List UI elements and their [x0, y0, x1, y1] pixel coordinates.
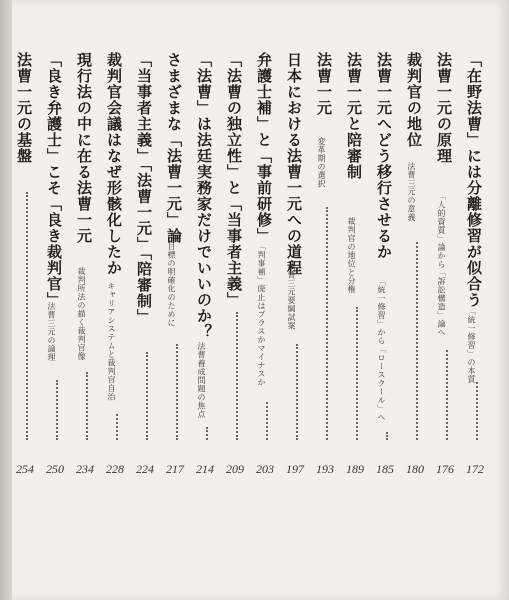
toc-entry-subtitle: 目標の明確化のために [167, 242, 176, 327]
toc-page-number: 228 [106, 462, 124, 476]
toc-entry [405, 52, 429, 442]
leader-dots [26, 192, 28, 440]
toc-page-number: 224 [136, 462, 154, 476]
toc-entry-title: 「良き弁護士」こそ「良き裁判官」 [45, 52, 63, 308]
toc-entry-title: 裁判官会議はなぜ形骸化したか [105, 52, 123, 276]
leader-dots [446, 350, 448, 440]
leader-dots [176, 344, 178, 440]
toc-entry-title: 「法曹」は法廷実務家だけでいいのか？ [195, 52, 213, 340]
toc-entry [465, 52, 489, 442]
toc-entry [75, 52, 99, 442]
toc-entry-subtitle: 「統一修習」から「ロースクール」へ [377, 277, 386, 422]
toc-page-number: 217 [166, 462, 184, 476]
toc-entry-subtitle: 法曹三元要綱試案 [287, 262, 296, 330]
toc-entry [105, 52, 129, 442]
leader-dots [296, 344, 298, 440]
toc-page-number: 180 [406, 462, 424, 476]
toc-page-number: 185 [376, 462, 394, 476]
toc-entry [165, 52, 189, 442]
toc-page-number: 214 [196, 462, 214, 476]
toc-entry [225, 52, 249, 442]
leader-dots [146, 352, 148, 440]
toc-entry-subtitle: 法曹三元の意義 [407, 162, 416, 222]
toc-entry [195, 52, 219, 442]
toc-page-number: 209 [226, 462, 244, 476]
toc-entry-subtitle: 法曹養成問題の焦点 [197, 342, 206, 419]
leader-dots [86, 372, 88, 440]
toc-page-number: 193 [316, 462, 334, 476]
toc-page-number: 197 [286, 462, 304, 476]
toc-page-number: 176 [436, 462, 454, 476]
toc-page-number: 254 [16, 462, 34, 476]
toc-entry-title: 「在野法曹」には分離修習が似合う [465, 52, 483, 308]
toc-entry-subtitle: キャリアシステムと裁判官自治 [107, 282, 116, 401]
toc-entry-title: 法曹一元へどう移行させるか [375, 52, 393, 260]
toc-entry-subtitle: 「統一修習」の本質 [467, 307, 476, 384]
leader-dots [416, 242, 418, 440]
toc-entry [345, 52, 369, 442]
toc-entry-subtitle: 裁判官の地位と分権 [347, 217, 356, 294]
leader-dots [476, 382, 478, 440]
toc-entry [135, 52, 159, 442]
toc-entry-title: 法曹一元 [315, 52, 333, 116]
toc-entry-subtitle: 法曹三元の論理 [47, 302, 56, 362]
leader-dots [116, 414, 118, 440]
toc-entry-title: 現行法の中に在る法曹一元 [75, 52, 93, 244]
toc-entry-title: 法曹一元の基盤 [15, 52, 33, 164]
toc-entry [375, 52, 399, 442]
toc-entry-subtitle: 裁判所法の描く裁判官像 [77, 267, 86, 361]
toc-entry [315, 52, 339, 442]
toc-page-number: 172 [466, 462, 484, 476]
toc-page-number: 250 [46, 462, 64, 476]
toc-entry-title: さまざまな「法曹一元」論 [165, 52, 183, 244]
toc-page-number: 234 [76, 462, 94, 476]
toc-entry [255, 52, 279, 442]
toc-entry-title: 裁判官の地位 [405, 52, 423, 148]
toc-entry-title: 法曹一元の原理 [435, 52, 453, 164]
toc-page [12, 0, 509, 600]
toc-entry-title: 法曹一元と陪審制 [345, 52, 363, 180]
toc-entry-subtitle: 変革期の選択 [317, 137, 326, 188]
toc-entry-subtitle: 「人的資質」論から「訴訟構造」論へ [437, 192, 446, 337]
toc-entry-subtitle: 「判事補」廃止はプラスかマイナスか [257, 242, 266, 387]
toc-page-number: 189 [346, 462, 364, 476]
leader-dots [236, 312, 238, 440]
leader-dots [356, 307, 358, 440]
toc-entry [285, 52, 309, 442]
toc-entry [435, 52, 459, 442]
toc-entry-title: 「当事者主義」「法曹一元」「陪審制」 [135, 52, 153, 325]
toc-page-number: 203 [256, 462, 274, 476]
toc-entry [45, 52, 69, 442]
toc-entry-title: 日本における法曹一元への道程 [285, 52, 303, 276]
leader-dots [206, 427, 208, 440]
leader-dots [56, 380, 58, 440]
book-spine-shadow [0, 0, 12, 600]
leader-dots [386, 432, 388, 440]
toc-entry-title: 「法曹の独立性」と「当事者主義」 [225, 52, 243, 308]
toc-entry-title: 弁護士補」と「事前研修」 [255, 52, 273, 244]
leader-dots [266, 402, 268, 440]
leader-dots [326, 207, 328, 440]
toc-entry [15, 52, 39, 442]
